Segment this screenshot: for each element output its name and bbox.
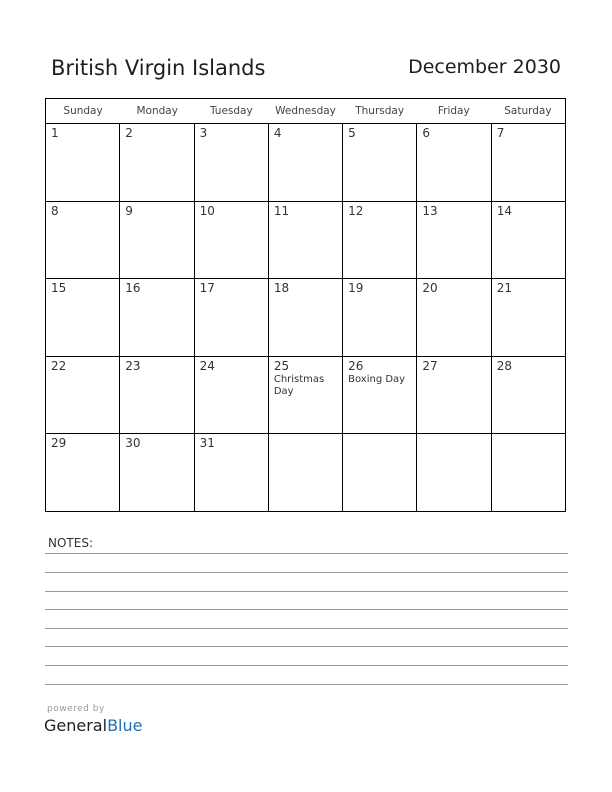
calendar-week-row: [46, 357, 565, 435]
notes-line: [45, 591, 568, 592]
day-number: 11: [273, 203, 290, 218]
day-number: 10: [199, 203, 215, 218]
day-cell[interactable]: [492, 124, 565, 201]
calendar-month: December 2030: [408, 56, 561, 78]
day-number: 7: [496, 126, 505, 140]
weekday-header: Tuesday: [209, 105, 253, 117]
day-cell[interactable]: [417, 279, 491, 356]
day-cell[interactable]: [195, 357, 269, 434]
day-number: 30: [125, 436, 141, 451]
day-cell[interactable]: [269, 434, 343, 512]
notes-line: [45, 646, 568, 647]
notes-line: [45, 665, 568, 666]
calendar-week-row: [46, 434, 565, 512]
day-cell[interactable]: [343, 202, 417, 279]
day-number: 6: [422, 126, 431, 140]
day-cell[interactable]: [343, 279, 417, 356]
day-number: 31: [199, 436, 215, 451]
weekday-header: Friday: [437, 105, 470, 117]
weekday-header: Sunday: [63, 105, 103, 117]
day-cell[interactable]: [46, 124, 120, 201]
day-cell[interactable]: [417, 202, 491, 279]
calendar-grid: [45, 98, 566, 512]
day-number: 2: [125, 126, 133, 140]
notes-line: [45, 553, 568, 554]
day-cell[interactable]: [343, 124, 417, 201]
day-number: 13: [422, 203, 438, 218]
day-number: 27: [422, 358, 438, 373]
day-number: 4: [273, 126, 282, 140]
day-number: 5: [348, 126, 356, 140]
day-cell[interactable]: [269, 202, 343, 279]
day-cell[interactable]: [492, 279, 565, 356]
day-cell[interactable]: [46, 202, 120, 279]
day-cell[interactable]: [269, 279, 343, 356]
day-cell[interactable]: [195, 202, 269, 279]
calendar-week-row: [46, 202, 565, 280]
day-number: 19: [348, 281, 364, 296]
day-number: 17: [199, 281, 215, 296]
day-number: 28: [496, 358, 512, 373]
day-cell[interactable]: [417, 357, 491, 434]
day-cell[interactable]: [492, 434, 565, 512]
day-cell[interactable]: [417, 434, 491, 512]
brand-blue: Blue: [107, 716, 143, 735]
weekday-header-row: [46, 99, 565, 124]
day-cell[interactable]: [195, 279, 269, 356]
day-number: 1: [51, 126, 59, 140]
day-cell[interactable]: [195, 434, 269, 512]
notes-line: [45, 609, 568, 610]
day-cell[interactable]: [46, 434, 120, 512]
calendar-week-row: [46, 124, 565, 202]
day-number: 22: [51, 358, 67, 373]
day-number: 29: [51, 436, 67, 451]
day-number: 26: [348, 358, 364, 373]
day-cell[interactable]: [343, 357, 417, 434]
powered-by-text: powered by: [47, 704, 105, 714]
day-cell[interactable]: [120, 357, 194, 434]
notes-line: [45, 628, 568, 629]
day-cell[interactable]: [120, 124, 194, 201]
brand-general: General: [44, 716, 108, 735]
weekday-header: Wednesday: [275, 105, 336, 117]
day-number: 12: [348, 203, 364, 218]
day-cell[interactable]: [269, 124, 343, 201]
calendar-week-row: [46, 279, 565, 357]
day-cell[interactable]: [195, 124, 269, 201]
day-number: 25: [273, 358, 290, 373]
day-number: 9: [125, 203, 133, 218]
weekday-header: Thursday: [355, 105, 405, 117]
day-number: 24: [199, 358, 215, 373]
calendar-title: British Virgin Islands: [51, 56, 266, 80]
day-number: 18: [273, 281, 290, 296]
day-number: 21: [496, 281, 512, 296]
day-cell[interactable]: [120, 434, 194, 512]
day-number: 15: [51, 281, 67, 296]
holiday-label: Boxing Day: [348, 373, 406, 385]
day-number: 23: [125, 358, 141, 373]
day-cell[interactable]: [343, 434, 417, 512]
day-number: 20: [422, 281, 438, 296]
day-cell[interactable]: [46, 279, 120, 356]
day-cell[interactable]: [120, 202, 194, 279]
day-cell[interactable]: [417, 124, 491, 201]
weekday-header: Monday: [136, 105, 178, 117]
weekday-header: Saturday: [504, 105, 552, 117]
day-cell[interactable]: [120, 279, 194, 356]
day-number: 3: [199, 126, 208, 140]
notes-label: NOTES:: [48, 536, 93, 550]
day-cell[interactable]: [46, 357, 120, 434]
day-cell[interactable]: [492, 357, 565, 434]
day-cell[interactable]: [269, 357, 343, 434]
day-number: 14: [496, 203, 512, 218]
day-number: 16: [125, 281, 141, 296]
notes-line: [45, 572, 568, 573]
notes-line: [45, 684, 568, 685]
day-number: 8: [51, 203, 59, 218]
day-cell[interactable]: [492, 202, 565, 279]
generalblue-logo[interactable]: [44, 716, 142, 735]
holiday-label: Christmas Day: [273, 373, 325, 397]
